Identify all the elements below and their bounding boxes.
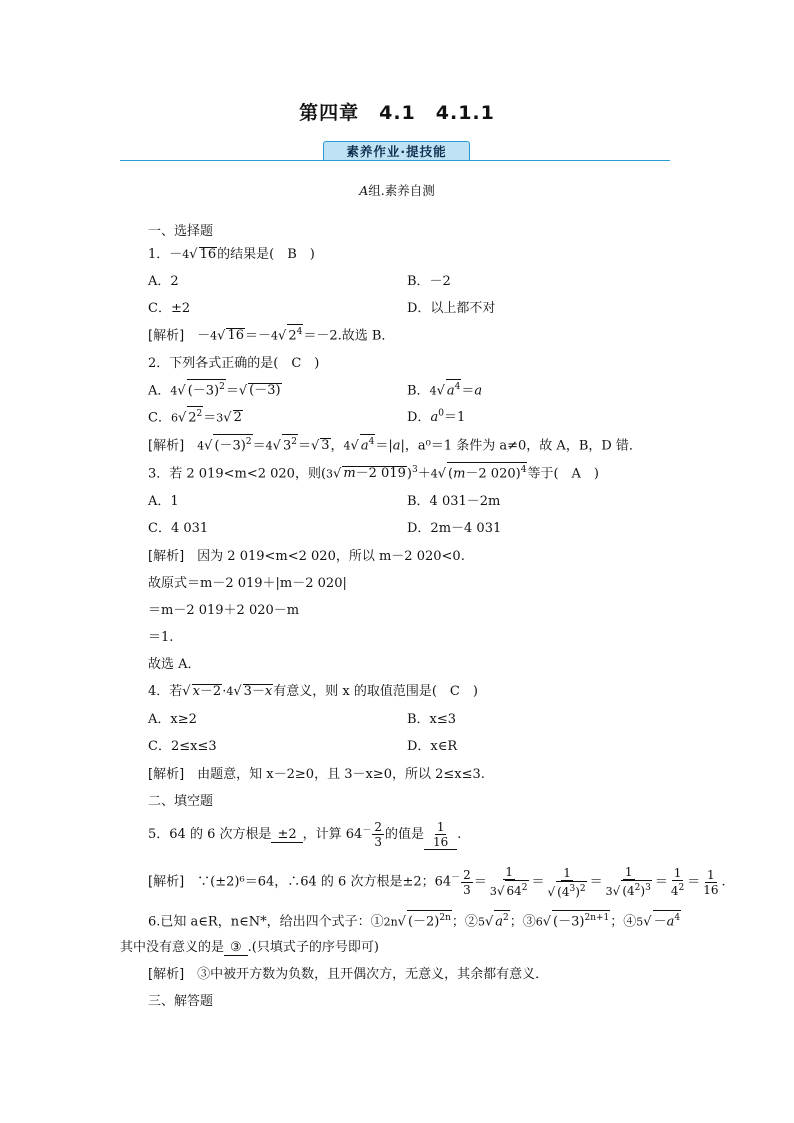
q3-solution-3: ＝m－2 019＋2 020－m	[148, 603, 300, 618]
q3-solution-5: 故选 A．	[148, 657, 201, 672]
q4-stem: 4．若√ x－2·4√ 3－x有意义，则 x 的取值范围是( C )	[148, 684, 478, 699]
q3-solution-2: 故原式＝m－2 019＋|m－2 020|	[148, 576, 347, 591]
q3-opt-a: A．1	[148, 494, 179, 509]
q6-stem-line2: 其中没有意义的是 ③ .(只填式子的序号即可)	[120, 940, 379, 955]
q2-opt-b: B．4√ $a^4=a$	[407, 379, 482, 398]
page-title: 第四章 4.1 4.1.1	[299, 102, 495, 124]
group-prefix: A	[359, 183, 369, 198]
q5-answer-1: ±2	[271, 827, 302, 843]
q5-exponent: $\frac{2}{3}$	[374, 820, 382, 849]
q1-opt-a: A．2	[148, 274, 179, 289]
group-heading	[0, 181, 794, 199]
header-rule	[120, 160, 670, 161]
q4-opt-c: C．2≤x≤3	[148, 739, 217, 754]
q1-opt-b: B．－2	[407, 274, 451, 289]
q1-opt-d: D．以上都不对	[407, 301, 496, 316]
q2-opt-d: D．$a^0=1$	[407, 408, 466, 425]
q6-stem: 6.已知 a∈R，n∈N*，给出四个式子：①2n√ $(-2)^{2n}$；②5√ $a^2$；③6√ $(-3)^{2n+1}$；④5√ $-a^4$	[148, 910, 681, 929]
q5-answer-2: $\frac{1}{16}$	[424, 820, 457, 850]
q5-solution: [解析] ∵(±2)⁶＝64，∴64 的 6 次方根是±2；64－ $\frac{2}{3}$ ＝ $\frac{1}{3√ 64^2}$ ＝ $\frac{1}{√ (4^3)^2}$ ＝ $\frac{1}{3√ (4^2)^3}$ ＝ $\frac{1}{4^2}$ ＝ $\frac{1}{16}$ .	[148, 865, 726, 899]
section-fill: 二、填空题	[148, 794, 214, 809]
section-choice: 一、选择题	[148, 224, 214, 239]
q4-opt-d: D．x∈R	[407, 739, 458, 754]
group-label: 组.素养自测	[368, 183, 435, 198]
q3-stem: 3．若 2 019<m<2 020，则(3√ m－2 019)$^3$＋4√ (m－2 020)$^4$等于( A )	[148, 462, 599, 481]
q3-opt-c: C．4 031	[148, 521, 209, 536]
q1-solution: [解析] －4√ 16＝－4√ $2^4=-2$.故选 B．	[148, 324, 394, 343]
q1-stem: 1．－4√ 16的结果是( B )	[148, 247, 315, 262]
q3-solution-1: [解析] 因为 2 019<m<2 020，所以 m－2 020<0.	[148, 549, 465, 564]
q4-solution: [解析] 由题意，知 x－2≥0，且 3－x≥0，所以 2≤x≤3.	[148, 767, 485, 782]
q4-opt-b: B．x≤3	[407, 712, 457, 727]
banner-label: 素养作业·提技能	[323, 141, 470, 161]
q6-answer: ③	[224, 940, 248, 956]
q2-stem: 2．下列各式正确的是( C )	[148, 356, 320, 371]
section-answer: 三、解答题	[148, 994, 214, 1009]
q4-opt-a: A．x≥2	[148, 712, 197, 727]
q2-opt-a: A．4√ $(-3)^2=√$ (－3)	[148, 379, 282, 398]
q2-opt-c: C．6√ $2^2=3√$ 2	[148, 406, 243, 425]
q1-opt-c: C．±2	[148, 301, 191, 316]
q3-opt-b: B．4 031－2m	[407, 494, 501, 509]
q3-opt-d: D．2m－4 031	[407, 521, 502, 536]
q5-stem: 5．64 的 6 次方根是 ±2 ，计算 64－ $\frac{2}{3}$ 的值是 $\frac{1}{16}$ .	[148, 820, 462, 849]
q6-solution: [解析] ③中被开方数为负数，且开偶次方，无意义，其余都有意义．	[148, 967, 549, 982]
q2-solution: [解析] 4√ $(-3)^2=4√$ $3^2=√$ 3，4√ $a^4=|a|$，a⁰＝1 条件为 a≠0，故 A，B，D 错．	[148, 434, 642, 453]
q3-solution-4: ＝1.	[148, 630, 174, 645]
